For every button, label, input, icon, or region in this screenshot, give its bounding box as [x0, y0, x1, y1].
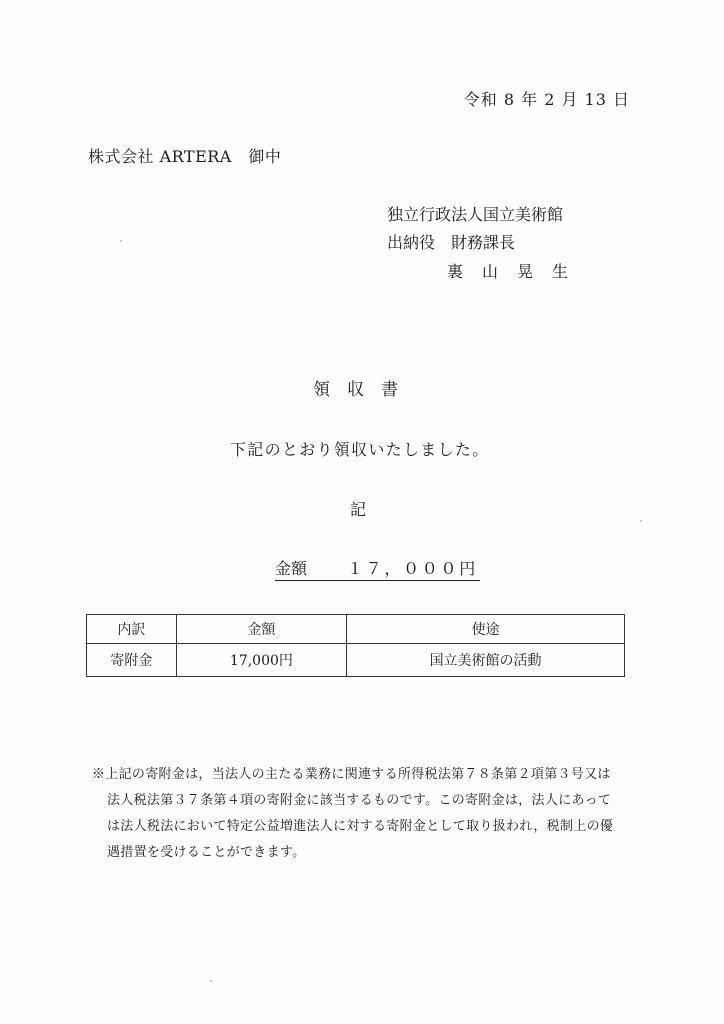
- issuer-organization: 独立行政法人国立美術館: [387, 205, 564, 224]
- note-line: 法人税法第３７条第４項の寄附金に該当するものです。この寄附金は，法人にあって: [107, 793, 612, 808]
- document-title: 領 収 書: [313, 380, 398, 400]
- issuer-role: 出納役 財務課長: [387, 233, 516, 252]
- note-line: 遇措置を受けることができます。: [107, 845, 306, 860]
- table-row: [87, 644, 625, 677]
- issuer-name: 裏 山 晃 生: [447, 262, 570, 281]
- amount-value: １７，０００円: [347, 559, 478, 578]
- header-breakdown: 内訳: [87, 615, 177, 644]
- ki-heading: 記: [350, 500, 367, 519]
- issue-date: 令和 8 年 2 月 13 日: [463, 90, 630, 109]
- scan-speck: [640, 520, 642, 522]
- amount-line: [275, 560, 480, 581]
- recipient-name: 株式会社 ARTERA 御中: [88, 147, 282, 166]
- note-line: ※上記の寄附金は，当法人の主たる業務に関連する所得税法第７８条第２項第３号又は: [92, 767, 611, 782]
- scan-speck: [120, 240, 122, 242]
- scan-speck: [210, 980, 212, 982]
- table-header-row: [87, 615, 625, 644]
- note-line: は法人税法において特定公益増進法人に対する寄附金として取り扱われ，税制上の優: [107, 819, 614, 834]
- cell-breakdown: 寄附金: [87, 644, 177, 677]
- breakdown-table: [86, 614, 625, 677]
- amount-label: 金額: [275, 559, 308, 578]
- cell-purpose: 国立美術館の活動: [347, 644, 625, 677]
- header-purpose: 使途: [347, 615, 625, 644]
- cell-amount: 17,000円: [176, 644, 346, 677]
- header-amount: 金額: [176, 615, 346, 644]
- receipt-statement: 下記のとおり領収いたしました。: [230, 440, 490, 459]
